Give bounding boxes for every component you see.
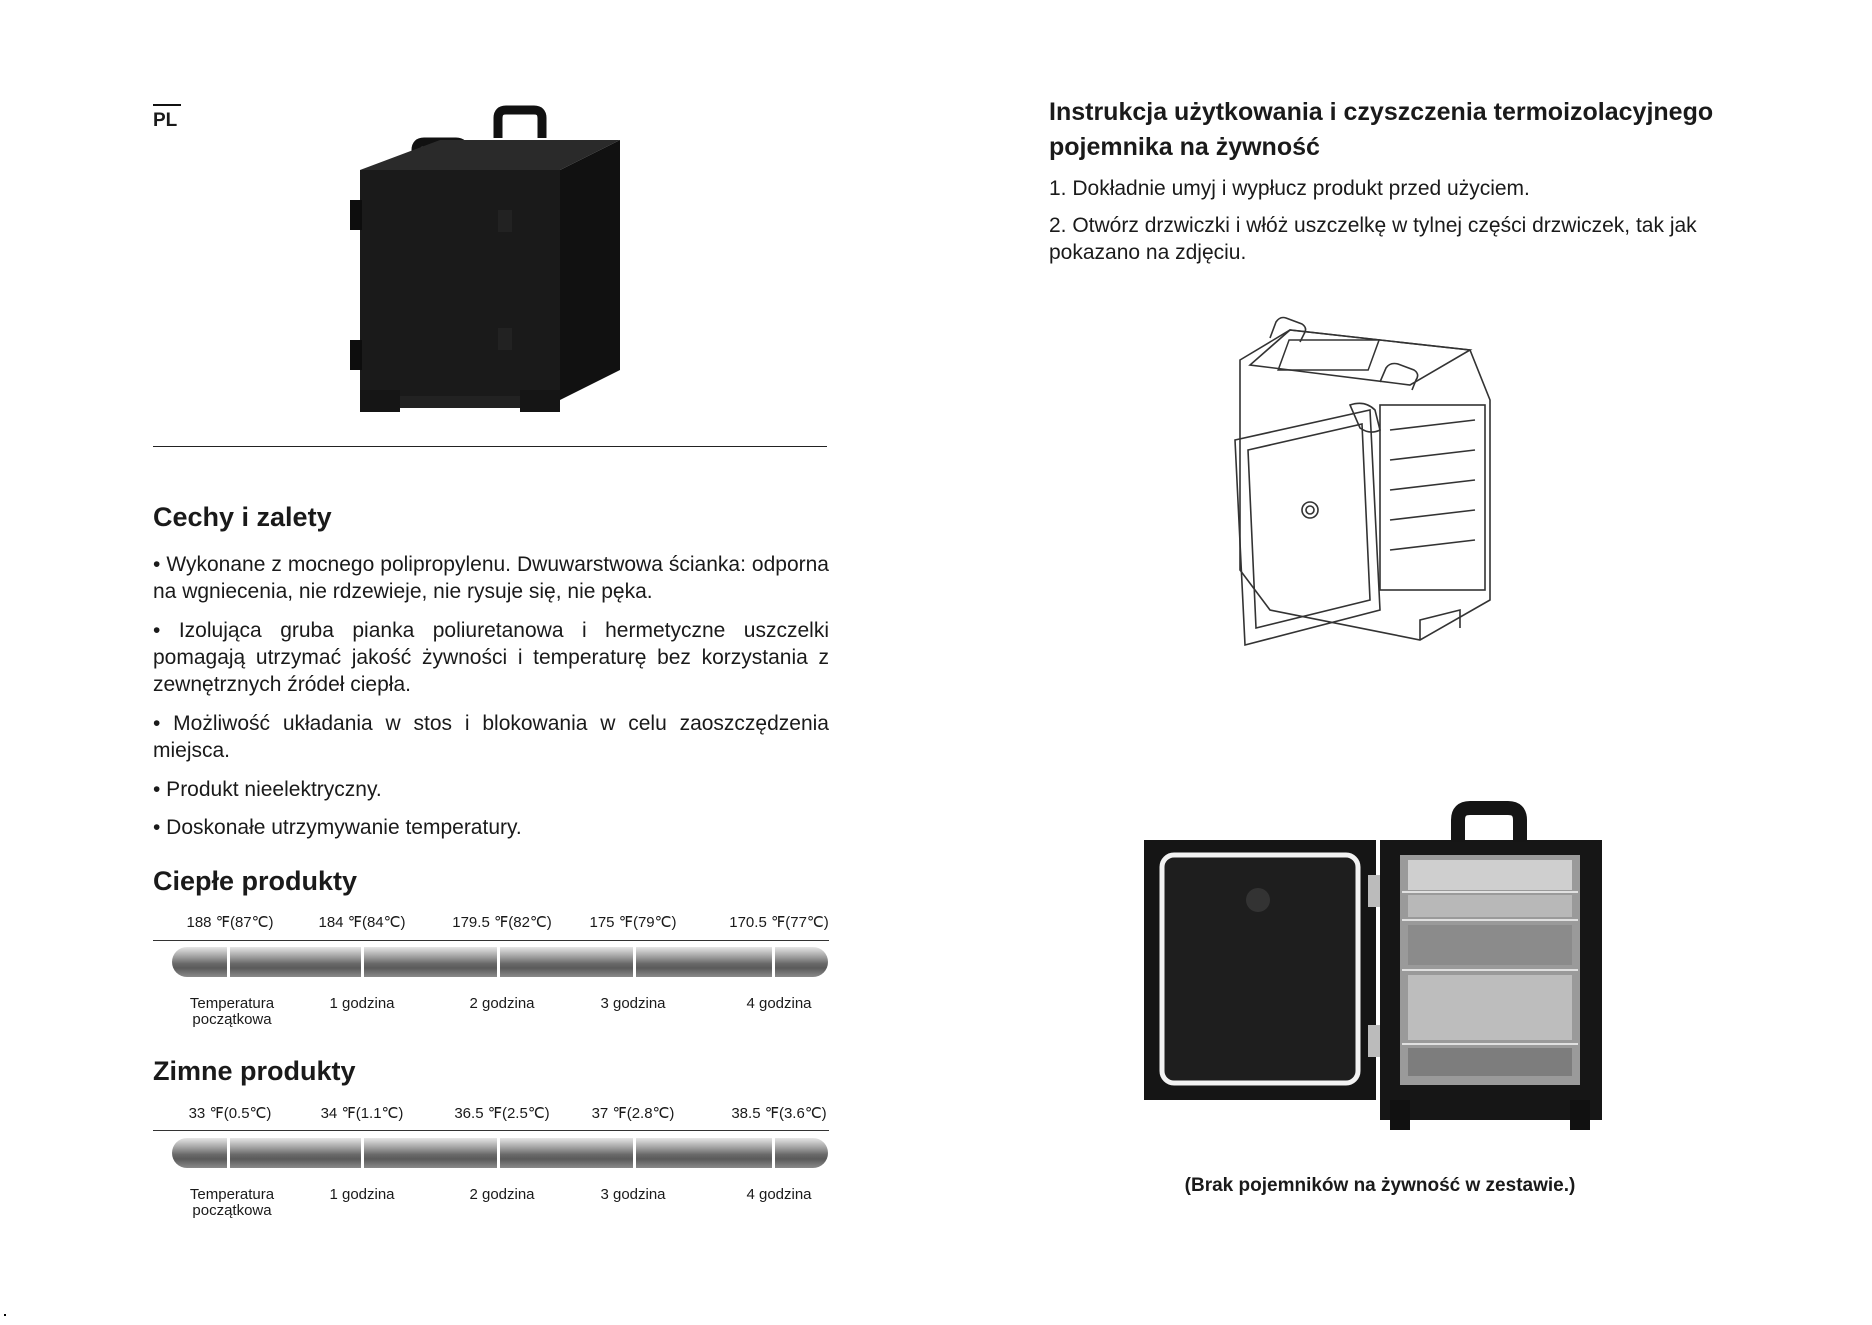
language-tag: PL bbox=[153, 104, 181, 132]
feature-item: • Doskonałe utrzymywanie temperatury. bbox=[153, 816, 522, 839]
cold-temp-2: 36.5 ℉(2.5℃) bbox=[454, 1105, 550, 1122]
cold-temp-3: 37 ℉(2.8℃) bbox=[591, 1105, 675, 1122]
cold-timeline-bar bbox=[172, 1138, 828, 1168]
divider-line bbox=[153, 446, 827, 447]
feature-item: • Możliwość układania w stos i blokowania w celu zaoszczędzenia miejsca. bbox=[153, 712, 829, 762]
instructions-heading: Instrukcja użytkowania i czyszczenia termoizolacyjnego pojemnika na żywność bbox=[1049, 98, 1714, 161]
cold-temp-0: 33 ℉(0.5℃) bbox=[188, 1105, 272, 1122]
gasket-installation-diagram bbox=[1230, 310, 1510, 670]
open-container-photo bbox=[1140, 800, 1610, 1140]
hot-label-3: 3 godzina bbox=[600, 995, 666, 1012]
feature-item: • Izolująca gruba pianka poliuretanowa i hermetyczne uszczelki pomagają utrzymać jakość żywności i temperaturę bez korzystania z zewnętrznych źródeł ciepła. bbox=[153, 619, 829, 696]
hot-label-0: Temperatura początkowa bbox=[189, 995, 275, 1028]
cold-label-4: 4 godzina bbox=[746, 1186, 812, 1203]
page-mark bbox=[4, 1314, 6, 1316]
hot-temp-4: 170.5 ℉(77℃) bbox=[729, 914, 829, 931]
hot-label-1: 1 godzina bbox=[329, 995, 395, 1012]
hot-temp-2: 179.5 ℉(82℃) bbox=[452, 914, 552, 931]
hot-label-4: 4 godzina bbox=[746, 995, 812, 1012]
cold-label-2: 2 godzina bbox=[469, 1186, 535, 1203]
cold-label-1: 1 godzina bbox=[329, 1186, 395, 1203]
hot-timeline-bar bbox=[172, 947, 828, 977]
feature-item: • Wykonane z mocnego polipropylenu. Dwuwarstwowa ścianka: odporna na wgniecenia, nie rdzewieje, nie rysuje się, nie pęka. bbox=[153, 553, 829, 603]
feature-item: • Produkt nieelektryczny. bbox=[153, 778, 382, 801]
cold-label-3: 3 godzina bbox=[600, 1186, 666, 1203]
cold-temp-1: 34 ℉(1.1℃) bbox=[320, 1105, 404, 1122]
instruction-step: 2. Otwórz drzwiczki i włóż uszczelkę w tylnej części drzwiczek, tak jak pokazano na zdjęciu. bbox=[1049, 214, 1697, 264]
hot-temp-3: 175 ℉(79℃) bbox=[589, 914, 677, 931]
hot-line bbox=[153, 940, 829, 941]
instruction-step: 1. Dokładnie umyj i wypłucz produkt przed użyciem. bbox=[1049, 177, 1530, 200]
cold-temp-4: 38.5 ℉(3.6℃) bbox=[731, 1105, 827, 1122]
product-photo bbox=[320, 100, 620, 420]
no-food-containers-caption: (Brak pojemników na żywność w zestawie.) bbox=[1184, 1175, 1576, 1196]
cold-line bbox=[153, 1130, 829, 1131]
cold-label-0: Temperatura początkowa bbox=[189, 1186, 275, 1219]
hot-label-2: 2 godzina bbox=[469, 995, 535, 1012]
features-heading: Cechy i zalety bbox=[153, 502, 332, 532]
hot-products-heading: Ciepłe produkty bbox=[153, 866, 358, 896]
hot-temp-0: 188 ℉(87℃) bbox=[186, 914, 274, 931]
cold-products-heading: Zimne produkty bbox=[153, 1056, 356, 1086]
hot-temp-1: 184 ℉(84℃) bbox=[318, 914, 406, 931]
